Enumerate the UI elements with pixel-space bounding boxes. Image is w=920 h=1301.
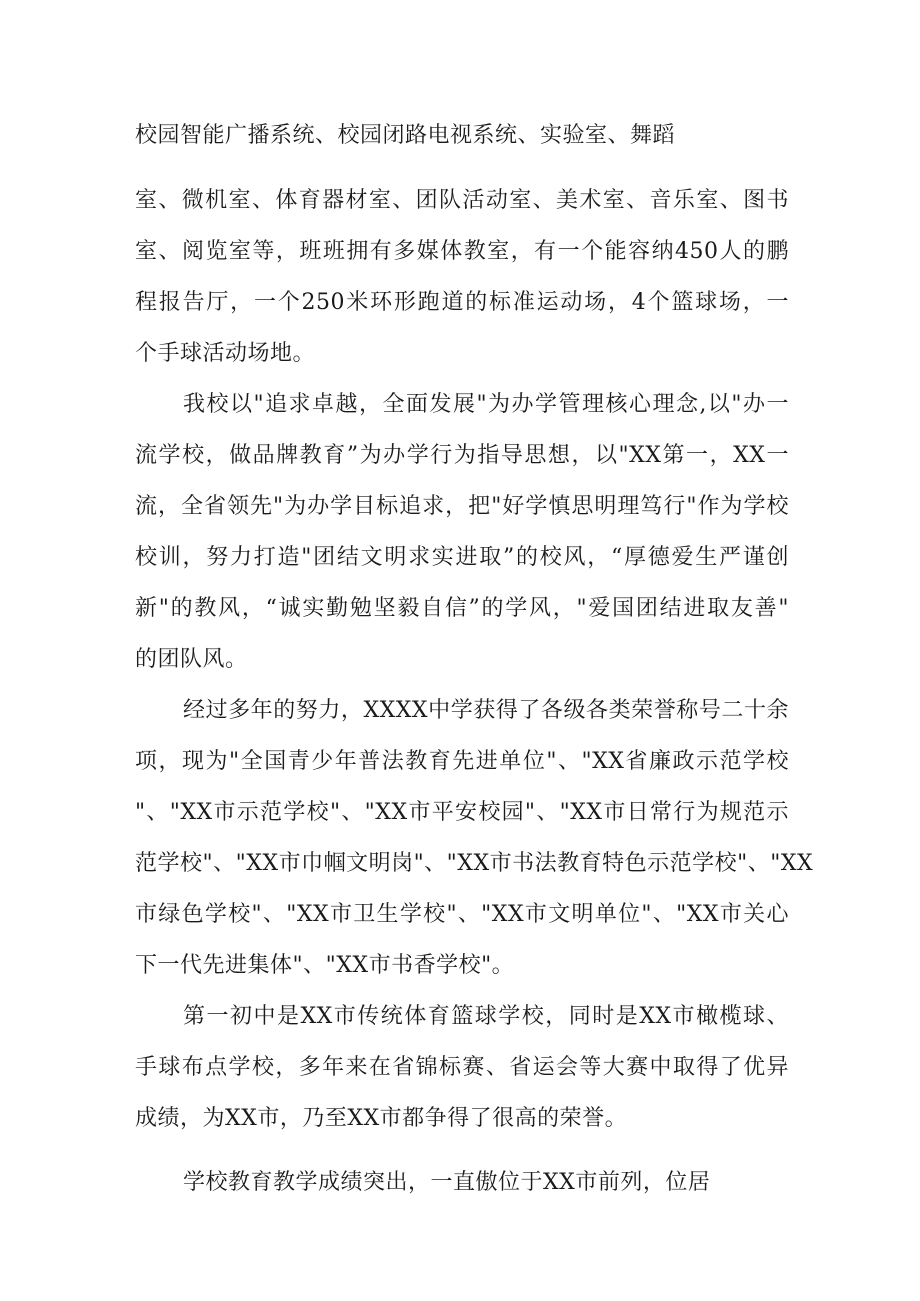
- text-line: "、"XX市示范学校"、"XX市平安校园"、"XX市日常行为规范示: [135, 800, 789, 825]
- text-line: 程报告厅，一个250米环形跑道的标准运动场，4个篮球场，一: [135, 290, 789, 315]
- text-line: 流，全省领先"为办学目标追求，把"好学慎思明理笃行"作为学校: [135, 494, 789, 519]
- text-line: 室、微机室、体育器材室、团队活动室、美术室、音乐室、图书: [135, 188, 789, 213]
- text-line: 成绩，为XX市，乃至XX市都争得了很高的荣誉。: [135, 1106, 628, 1131]
- text-line: 的团队风。: [135, 647, 248, 672]
- text-line: 下一代先进集体"、"XX市书香学校"。: [135, 953, 515, 978]
- text-line: 新"的教风，“诚实勤勉坚毅自信”的学风，"爱国团结进取友善": [135, 596, 789, 621]
- text-line: 手球布点学校，多年来在省锦标赛、省运会等大赛中取得了优异: [135, 1055, 789, 1080]
- text-line: 范学校"、"XX市巾帼文明岗"、"XX市书法教育特色示范学校"、"XX: [135, 851, 814, 876]
- text-line: 校园智能广播系统、校园闭路电视系统、实验室、舞蹈: [135, 123, 676, 148]
- text-line: 我校以"追求卓越，全面发展"为办学管理核心理念,以"办一: [183, 392, 789, 417]
- text-line: 第一初中是XX市传统体育篮球学校，同时是XX市橄榄球、: [183, 1004, 789, 1029]
- text-line: 个手球活动场地。: [135, 341, 316, 366]
- text-line: 市绿色学校"、"XX市卫生学校"、"XX市文明单位"、"XX市关心: [135, 902, 789, 927]
- text-line: 流学校，做品牌教育”为办学行为指导思想，以"XX第一，XX一: [135, 443, 789, 468]
- text-line: 学校教育教学成绩突出，一直傲位于XX市前列，位居: [183, 1170, 711, 1195]
- text-line: 室、阅览室等，班班拥有多媒体教室，有一个能容纳450人的鹏: [135, 239, 789, 264]
- text-line: 经过多年的努力，XXXX中学获得了各级各类荣誉称号二十余: [183, 698, 789, 723]
- text-line: 项，现为"全国青少年普法教育先进单位"、"XX省廉政示范学校: [135, 749, 789, 774]
- text-line: 校训，努力打造"团结文明求实进取”的校风，“厚德爱生严谨创: [135, 545, 789, 570]
